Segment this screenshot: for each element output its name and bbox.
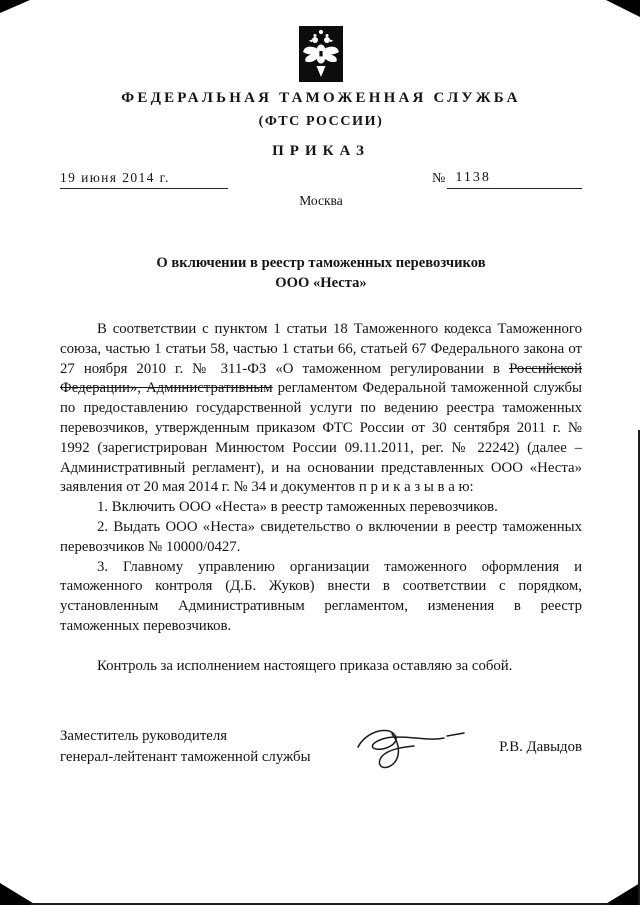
document-number-field: [432, 170, 582, 189]
document-body: [60, 320, 582, 677]
signer-name: Р.В. Давыдов: [499, 738, 582, 755]
date-number-row: [60, 170, 582, 189]
scan-corner-mark-top-right: [606, 0, 640, 17]
scan-corner-mark-top-left: [0, 0, 30, 13]
document-type-heading: ПРИКАЗ: [272, 143, 370, 159]
intro-text-struckthrough: Российской Федерации», Административным: [60, 360, 582, 397]
agency-name: ФЕДЕРАЛЬНАЯ ТАМОЖЕННАЯ СЛУЖБА: [121, 90, 521, 106]
handwritten-signature-icon: [352, 719, 470, 776]
signer-position: [60, 726, 311, 768]
document-title-line2: ООО «Неста»: [275, 275, 367, 291]
order-item-3: 3. Главному управлению организации таможенного оформления и таможенного контроля (Д.Б. Жуков) внести в соответствии с порядком, установленным Административным регламентом, изменения в реестр таможенных перевозчиков.: [60, 558, 582, 634]
intro-text-post: регламентом Федеральной таможенной службы по предоставлению государственной услуги по ведению реестра таможенных перевозчиков, утвержденным приказом ФТС России от 30 сентября 2011 г. № 1992 (зарегистрирован Минюстом России 09.11.2011, рег. № 22242) (далее – Административный регламент), и на основании представленных ООО «Неста» заявления от 20 мая 2014 г. № 34 и документов п р и к а з ы в а ю:: [60, 380, 582, 496]
document-title: [60, 253, 582, 293]
signer-position-line1: Заместитель руководителя: [60, 728, 228, 745]
signer-position-line2: генерал-лейтенант таможенной службы: [60, 749, 311, 766]
document-number: 1138: [447, 170, 582, 189]
order-item-1: 1. Включить ООО «Неста» в реестр таможенных перевозчиков.: [97, 499, 498, 516]
number-sign-label: №: [432, 171, 446, 186]
order-item-2: 2. Выдать ООО «Неста» свидетельство о включении в реестр таможенных перевозчиков № 10000/0427.: [60, 518, 582, 555]
scan-corner-mark-bottom-left: [0, 883, 36, 905]
agency-short-name: (ФТС РОССИИ): [258, 114, 384, 129]
control-paragraph: Контроль за исполнением настоящего приказа оставляю за собой.: [97, 657, 513, 674]
issue-city: Москва: [299, 193, 343, 208]
double-headed-eagle-icon: [299, 26, 343, 82]
document-date: 19 июня 2014 г.: [60, 170, 228, 189]
scan-corner-mark-bottom-right: [604, 883, 640, 905]
intro-paragraph: [60, 320, 582, 498]
document-title-line1: О включении в реестр таможенных перевозчиков: [156, 255, 486, 271]
intro-text-pre: В соответствии с пунктом 1 статьи 18 Таможенного кодекса Таможенного союза, частью 1 статьи 58, частью 1 статьи 66, статьей 67 Федерального закона от 27 ноября 2010 г. № 311-ФЗ «О таможенном регулировании в: [60, 321, 582, 377]
signature-block: [60, 719, 582, 776]
